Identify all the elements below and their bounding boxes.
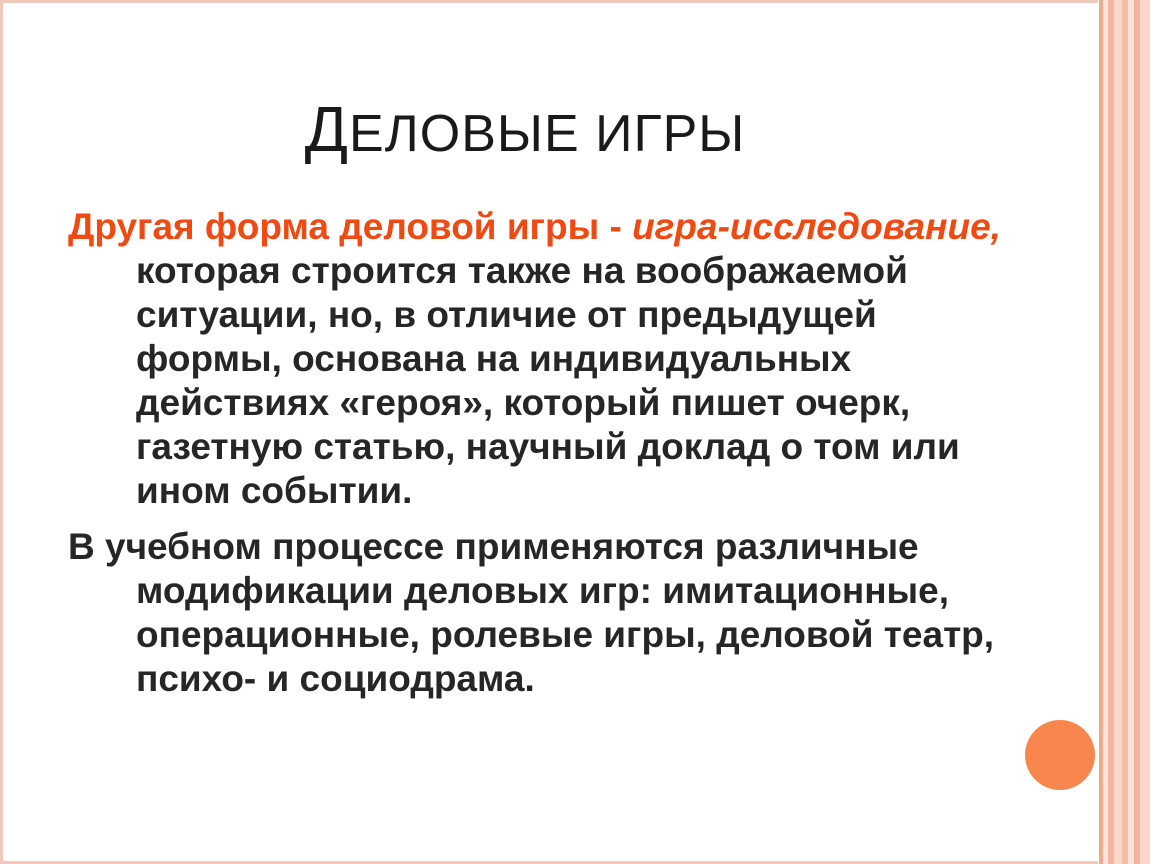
- frame-top-border: [0, 0, 1098, 3]
- paragraph1-term: игра-исследование,: [632, 206, 1001, 247]
- slide-title-rest: ЕЛОВЫЕ ИГРЫ: [348, 105, 746, 163]
- paragraph1-rest: которая строится также на воображаемой ситуации, но, в отличие от предыдущей формы, основана на индивидуальных действиях «героя», который пишет очерк, газетную статью, научный доклад о том или ином событии.: [136, 250, 960, 511]
- paragraph-modifications: В учебном процессе применяются различные модификации деловых игр: имитационные, операционные, ролевые игры, деловой театр, психо- и социодрама.: [68, 526, 995, 699]
- paragraph1-lead: Другая форма деловой игры -: [68, 206, 633, 247]
- decorative-circle: [1025, 720, 1095, 790]
- decorative-stripes: [1098, 0, 1150, 864]
- paragraph-game-research: [68, 205, 1008, 513]
- slide-title-initial: Д: [304, 93, 349, 165]
- slide-title: [0, 92, 1050, 166]
- slide-body: [68, 205, 1008, 713]
